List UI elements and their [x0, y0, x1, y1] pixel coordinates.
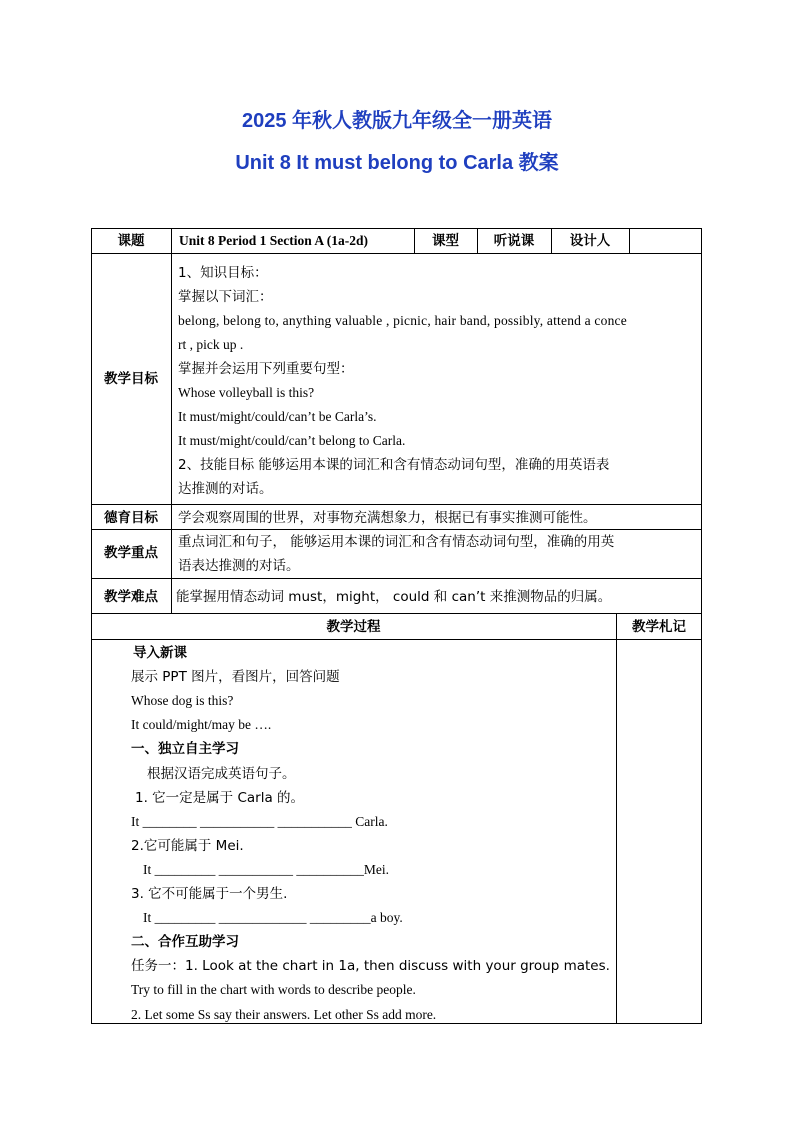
process-line: 根据汉语完成英语句子。	[147, 765, 296, 782]
key-points-line: 语表达推测的对话。	[178, 558, 300, 574]
row-divider	[91, 253, 702, 254]
process-heading: 导入新课	[133, 645, 187, 661]
process-line: 2. Let some Ss say their answers. Let other Ss add more.	[131, 1006, 437, 1022]
process-line: 展示 PPT 图片，看图片，回答问题	[131, 669, 340, 686]
objectives-line: 达推测的对话。	[178, 481, 273, 497]
objectives-line: 掌握并会运用下列重要句型：	[178, 361, 354, 377]
objectives-line: It must/might/could/can’t be Carla’s.	[178, 409, 377, 424]
topic-label: 课题	[117, 233, 145, 249]
lesson-type-label: 课型	[432, 233, 459, 249]
process-header: 教学过程	[326, 619, 381, 635]
process-line: 2.它可能属于 Mei.	[131, 837, 244, 854]
label-column-divider	[171, 228, 172, 613]
objectives-line: It must/might/could/can’t belong to Carla.	[178, 433, 406, 448]
process-line: Try to fill in the chart with words to describe people.	[131, 982, 416, 998]
row-divider	[91, 578, 702, 579]
process-line: It _________ ___________ __________Mei.	[143, 861, 389, 877]
difficulties-text: 能掌握用情态动词 must，might， could 和 can’t 来推测物品的归属。	[176, 589, 612, 605]
difficulties-label: 教学难点	[104, 589, 158, 605]
document-title: 2025 年秋人教版九年级全一册英语	[241, 110, 553, 132]
row-divider	[91, 504, 702, 505]
process-heading: 二、合作互助学习	[131, 934, 239, 951]
row-divider	[91, 639, 702, 640]
objectives-line: 1、知识目标：	[178, 265, 268, 281]
process-line: 1. 它一定是属于 Carla 的。	[135, 789, 305, 806]
header-divider	[629, 228, 630, 253]
lesson-plan-table	[91, 228, 702, 1024]
objectives-line: belong, belong to, anything valuable , picnic, hair band, possibly, attend a conce	[178, 313, 627, 328]
process-line: It _________ _____________ _________a boy.	[143, 910, 403, 926]
process-line: 3. 它不可能属于一个男生.	[131, 886, 288, 902]
process-line: It could/might/may be ….	[131, 717, 272, 733]
process-line: 任务一：1. Look at the chart in 1a, then discuss with your group mates.	[131, 958, 610, 975]
objectives-line: 掌握以下词汇：	[178, 289, 273, 305]
process-heading: 一、独立自主学习	[131, 741, 239, 758]
row-divider	[91, 613, 702, 614]
document-subtitle: Unit 8 It must belong to Carla 教案	[235, 152, 559, 174]
key-points-label: 教学重点	[104, 545, 158, 561]
objectives-line: rt , pick up .	[178, 337, 244, 352]
process-line: It ________ ___________ ___________ Carla.	[131, 813, 388, 829]
moral-text: 学会观察周围的世界，对事物充满想象力，根据已有事实推测可能性。	[178, 510, 597, 526]
objectives-line: Whose volleyball is this?	[178, 385, 315, 400]
key-points-line: 重点词汇和句子， 能够运用本课的词汇和含有情态动词句型，准确的用英	[178, 534, 615, 550]
topic-value: Unit 8 Period 1 Section A (1a-2d)	[179, 233, 368, 248]
process-line: Whose dog is this?	[131, 693, 234, 709]
notes-header: 教学札记	[632, 619, 686, 635]
notes-column-divider	[616, 613, 617, 1024]
lesson-type-value: 听说课	[493, 233, 535, 249]
designer-label: 设计人	[569, 233, 611, 249]
objectives-label: 教学目标	[104, 371, 158, 387]
moral-label: 德育目标	[104, 510, 158, 526]
objectives-line: 2、技能目标 能够运用本课的词汇和含有情态动词句型，准确的用英语表	[178, 457, 610, 473]
